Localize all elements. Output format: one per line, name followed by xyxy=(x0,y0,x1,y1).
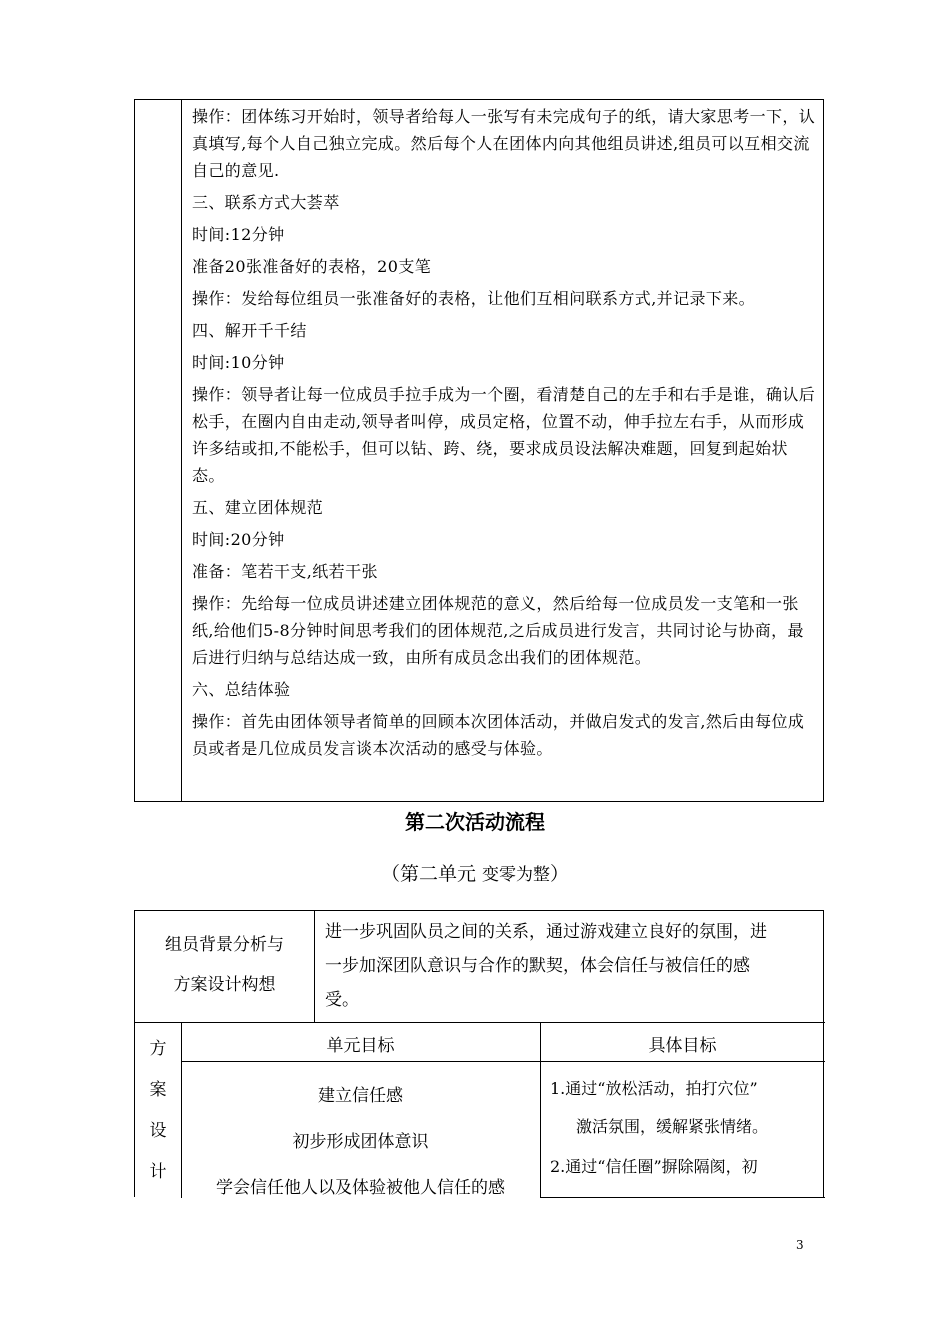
subtitle-close: ） xyxy=(550,863,570,885)
step-paragraph: 操作：领导者让每一位成员手拉手成为一个圈，看清楚自己的左手和右手是谁，确认后松手，在圈内自由走动,领导者叫停，成员定格，位置不动，伸手拉左右手，从而形成许多结或扣,不能松手，但可以钻、跨、绕，要求成员设法解决难题，回复到起始状态。 xyxy=(192,385,816,485)
unit-goals-list xyxy=(181,1073,540,1211)
page-number: 3 xyxy=(796,1238,804,1252)
table-divider xyxy=(181,1061,825,1062)
step-heading: 五、建立团体规范 xyxy=(192,498,324,517)
step-paragraph: 时间:20分钟 xyxy=(192,530,285,549)
unit-goal-item: 建立信任感 xyxy=(318,1086,403,1106)
section-subtitle xyxy=(0,859,950,886)
plan-design-char: 案 xyxy=(149,1080,167,1100)
step-paragraph: 准备：笔若干支,纸若干张 xyxy=(192,562,378,581)
background-text-line: 一步加深团队意识与合作的默契，体会信任与被信任的感 xyxy=(325,956,750,976)
step-paragraph: 操作：首先由团体领导者简单的回顾本次团体活动，并做启发式的发言,然后由每位成员或者是几位成员发言谈本次活动的感受与体验。 xyxy=(192,712,805,758)
step-paragraph: 时间:12分钟 xyxy=(192,225,285,244)
activity-steps-cell xyxy=(192,103,818,767)
table-divider xyxy=(314,911,315,1023)
unit-plan-table xyxy=(134,910,824,1197)
table-divider xyxy=(540,1197,825,1198)
background-label-line: 组员背景分析与 xyxy=(165,935,284,955)
plan-design-char: 方 xyxy=(149,1039,167,1059)
background-text xyxy=(325,915,821,1017)
background-text-line: 受。 xyxy=(325,990,359,1010)
specific-goal-header: 具体目标 xyxy=(648,1036,717,1056)
table-divider xyxy=(135,1022,825,1023)
step-paragraph: 时间:10分钟 xyxy=(192,353,285,372)
background-text-line: 进一步巩固队员之间的关系，通过游戏建立良好的氛围，进 xyxy=(325,922,767,942)
step-paragraph: 操作：先给每一位成员讲述建立团体规范的意义，然后给每一位成员发一支笔和一张纸,给他们5-8分钟时间思考我们的团体规范,之后成员进行发言，共同讨论与协商，最后进行归纳与总结达成一致，由所有成员念出我们的团体规范。 xyxy=(192,594,804,667)
section-title: 第二次活动流程 xyxy=(405,810,545,834)
table-column-divider xyxy=(181,100,182,801)
subtitle-unit-name: 变零为整 xyxy=(482,865,551,885)
subtitle-main: （第二单元 xyxy=(380,863,476,885)
background-label xyxy=(135,931,314,999)
plan-design-label xyxy=(135,1029,181,1193)
step-heading: 三、联系方式大荟萃 xyxy=(192,193,340,212)
specific-goal-item: 激活氛围，缓解紧张情绪。 xyxy=(576,1117,769,1136)
background-label-line: 方案设计构想 xyxy=(173,975,276,995)
specific-goal-item: 1.通过“放松活动，拍打穴位” xyxy=(550,1079,758,1098)
step-paragraph: 准备20张准备好的表格，20支笔 xyxy=(192,257,432,276)
step-paragraph: 操作：发给每位组员一张准备好的表格，让他们互相问联系方式,并记录下来。 xyxy=(192,289,756,308)
plan-design-char: 计 xyxy=(149,1162,167,1182)
specific-goals-list xyxy=(550,1070,820,1186)
step-heading: 六、总结体验 xyxy=(192,680,291,699)
specific-goal-item: 2.通过“信任圈”摒除隔阂，初 xyxy=(550,1157,758,1176)
activity-table-continued xyxy=(134,99,824,802)
step-paragraph: 操作：团体练习开始时，领导者给每人一张写有未完成句子的纸，请大家思考一下，认真填写,每个人自己独立完成。然后每个人在团体内向其他组员讲述,组员可以互相交流自己的意见. xyxy=(192,107,816,180)
step-heading: 四、解开千千结 xyxy=(192,321,307,340)
unit-goal-header: 单元目标 xyxy=(326,1036,395,1056)
unit-goal-item: 学会信任他人以及体验被他人信任的感 xyxy=(216,1178,505,1198)
unit-goal-item: 初步形成团体意识 xyxy=(292,1132,429,1152)
plan-design-char: 设 xyxy=(149,1121,167,1141)
